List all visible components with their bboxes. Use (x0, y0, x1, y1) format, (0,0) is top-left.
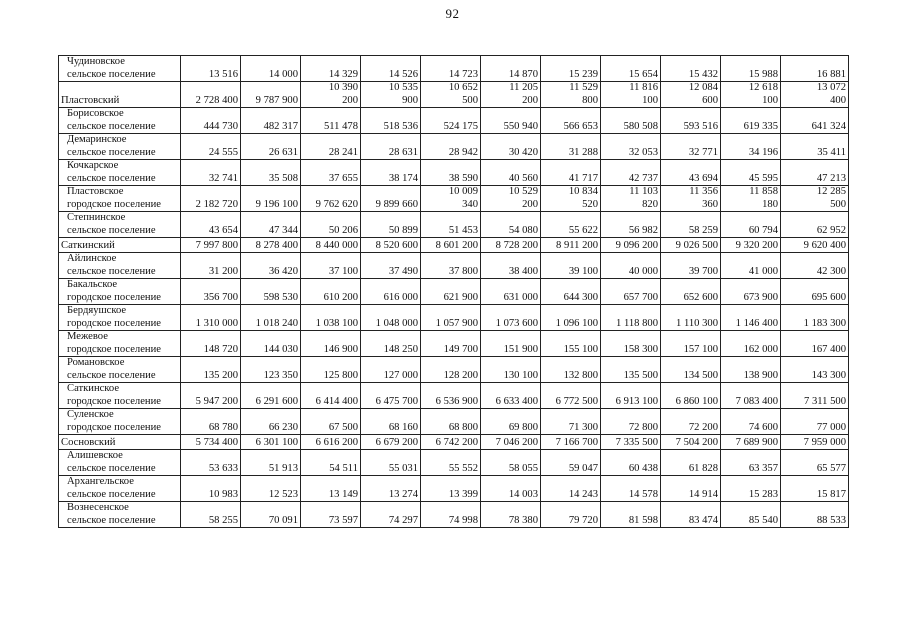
value-cell: 14 870 (481, 56, 541, 82)
value-cell: 9 026 500 (661, 238, 721, 253)
value-cell: 34 196 (721, 134, 781, 160)
value-cell: 58 055 (481, 450, 541, 476)
value-cell: 5 947 200 (181, 383, 241, 409)
value-cell: 31 288 (541, 134, 601, 160)
value-cell: 13 149 (301, 476, 361, 502)
row-name-cell (59, 383, 181, 409)
value-cell: 7 046 200 (481, 435, 541, 450)
value-cell: 42 737 (601, 160, 661, 186)
value-cell: 1 183 300 (781, 305, 849, 331)
value-cell: 37 490 (361, 253, 421, 279)
value-cell: 6 679 200 (361, 435, 421, 450)
value-cell: 60 438 (601, 450, 661, 476)
value-cell: 60 794 (721, 212, 781, 238)
value-cell: 59 047 (541, 450, 601, 476)
row-name: Межевое городское поселение (67, 331, 161, 355)
table-body (59, 56, 849, 528)
value-cell: 74 297 (361, 502, 421, 528)
value-cell: 135 200 (181, 357, 241, 383)
value-cell: 1 310 000 (181, 305, 241, 331)
value-cell: 15 239 (541, 56, 601, 82)
value-cell: 56 982 (601, 212, 661, 238)
value-cell: 482 317 (241, 108, 301, 134)
value-cell: 127 000 (361, 357, 421, 383)
row-name-cell (59, 238, 181, 253)
value-cell: 15 654 (601, 56, 661, 82)
value-cell: 47 213 (781, 160, 849, 186)
value-cell: 13 274 (361, 476, 421, 502)
value-cell: 8 728 200 (481, 238, 541, 253)
value-cell: 69 800 (481, 409, 541, 435)
table-row (59, 476, 849, 502)
value-cell: 55 622 (541, 212, 601, 238)
value-cell: 11 529 800 (541, 82, 601, 108)
value-cell: 144 030 (241, 331, 301, 357)
row-name: Суленское городское поселение (67, 409, 161, 433)
value-cell: 695 600 (781, 279, 849, 305)
value-cell: 31 200 (181, 253, 241, 279)
value-cell: 1 110 300 (661, 305, 721, 331)
value-cell: 8 601 200 (421, 238, 481, 253)
value-cell: 6 475 700 (361, 383, 421, 409)
value-cell: 7 083 400 (721, 383, 781, 409)
value-cell: 673 900 (721, 279, 781, 305)
value-cell: 9 787 900 (241, 82, 301, 108)
value-cell: 1 018 240 (241, 305, 301, 331)
value-cell: 41 000 (721, 253, 781, 279)
table-row (59, 502, 849, 528)
table-row (59, 56, 849, 82)
value-cell: 518 536 (361, 108, 421, 134)
value-cell: 143 300 (781, 357, 849, 383)
row-name: Демаринское сельское поселение (67, 134, 156, 158)
value-cell: 2 182 720 (181, 186, 241, 212)
table-row (59, 383, 849, 409)
value-cell: 598 530 (241, 279, 301, 305)
value-cell: 88 533 (781, 502, 849, 528)
value-cell: 619 335 (721, 108, 781, 134)
value-cell: 14 000 (241, 56, 301, 82)
value-cell: 14 578 (601, 476, 661, 502)
table-row (59, 450, 849, 476)
value-cell: 8 278 400 (241, 238, 301, 253)
row-name: Бердяушское городское поселение (67, 305, 161, 329)
value-cell: 1 048 000 (361, 305, 421, 331)
value-cell: 1 057 900 (421, 305, 481, 331)
table-row (59, 82, 849, 108)
value-cell: 146 900 (301, 331, 361, 357)
table-row (59, 305, 849, 331)
value-cell: 1 118 800 (601, 305, 661, 331)
value-cell: 65 577 (781, 450, 849, 476)
value-cell: 54 511 (301, 450, 361, 476)
value-cell: 68 160 (361, 409, 421, 435)
row-name-cell (59, 186, 181, 212)
value-cell: 14 329 (301, 56, 361, 82)
value-cell: 43 694 (661, 160, 721, 186)
value-cell: 26 631 (241, 134, 301, 160)
value-cell: 157 100 (661, 331, 721, 357)
value-cell: 9 320 200 (721, 238, 781, 253)
value-cell: 15 432 (661, 56, 721, 82)
table-row (59, 435, 849, 450)
value-cell: 62 952 (781, 212, 849, 238)
value-cell: 32 053 (601, 134, 661, 160)
value-cell: 14 243 (541, 476, 601, 502)
table-row (59, 279, 849, 305)
value-cell: 135 500 (601, 357, 661, 383)
value-cell: 125 800 (301, 357, 361, 383)
value-cell: 631 000 (481, 279, 541, 305)
row-name: Айлинское сельское поселение (67, 253, 156, 277)
row-name: Пластовское городское поселение (67, 186, 161, 210)
value-cell: 550 940 (481, 108, 541, 134)
value-cell: 28 631 (361, 134, 421, 160)
row-name-cell (59, 82, 181, 108)
row-name-cell (59, 212, 181, 238)
value-cell: 9 196 100 (241, 186, 301, 212)
value-cell: 37 655 (301, 160, 361, 186)
value-cell: 71 300 (541, 409, 601, 435)
value-cell: 77 000 (781, 409, 849, 435)
value-cell: 74 998 (421, 502, 481, 528)
value-cell: 1 038 100 (301, 305, 361, 331)
value-cell: 6 301 100 (241, 435, 301, 450)
row-name-cell (59, 450, 181, 476)
value-cell: 158 300 (601, 331, 661, 357)
value-cell: 134 500 (661, 357, 721, 383)
value-cell: 15 988 (721, 56, 781, 82)
value-cell: 28 241 (301, 134, 361, 160)
value-cell: 138 900 (721, 357, 781, 383)
row-name-cell (59, 134, 181, 160)
value-cell: 167 400 (781, 331, 849, 357)
row-name-cell (59, 160, 181, 186)
row-name-cell (59, 409, 181, 435)
value-cell: 38 400 (481, 253, 541, 279)
value-cell: 524 175 (421, 108, 481, 134)
value-cell: 7 335 500 (601, 435, 661, 450)
value-cell: 6 291 600 (241, 383, 301, 409)
value-cell: 2 728 400 (181, 82, 241, 108)
value-cell: 32 741 (181, 160, 241, 186)
value-cell: 10 529 200 (481, 186, 541, 212)
page-number: 92 (445, 6, 460, 21)
value-cell: 7 166 700 (541, 435, 601, 450)
value-cell: 14 003 (481, 476, 541, 502)
value-cell: 10 390 200 (301, 82, 361, 108)
table-row (59, 409, 849, 435)
value-cell: 24 555 (181, 134, 241, 160)
value-cell: 162 000 (721, 331, 781, 357)
value-cell: 67 500 (301, 409, 361, 435)
value-cell: 58 259 (661, 212, 721, 238)
value-cell: 580 508 (601, 108, 661, 134)
table-row (59, 108, 849, 134)
value-cell: 12 084 600 (661, 82, 721, 108)
value-cell: 10 652 500 (421, 82, 481, 108)
value-cell: 6 913 100 (601, 383, 661, 409)
value-cell: 35 411 (781, 134, 849, 160)
value-cell: 444 730 (181, 108, 241, 134)
value-cell: 7 689 900 (721, 435, 781, 450)
row-name: Пластовский (61, 94, 120, 106)
value-cell: 652 600 (661, 279, 721, 305)
value-cell: 66 230 (241, 409, 301, 435)
value-cell: 39 700 (661, 253, 721, 279)
value-cell: 79 720 (541, 502, 601, 528)
value-cell: 38 174 (361, 160, 421, 186)
value-cell: 40 560 (481, 160, 541, 186)
row-name-cell (59, 476, 181, 502)
value-cell: 6 772 500 (541, 383, 601, 409)
value-cell: 50 899 (361, 212, 421, 238)
value-cell: 641 324 (781, 108, 849, 134)
row-name-cell (59, 108, 181, 134)
value-cell: 11 205 200 (481, 82, 541, 108)
value-cell: 8 520 600 (361, 238, 421, 253)
value-cell: 130 100 (481, 357, 541, 383)
table-row (59, 134, 849, 160)
value-cell: 151 900 (481, 331, 541, 357)
value-cell: 123 350 (241, 357, 301, 383)
value-cell: 55 031 (361, 450, 421, 476)
value-cell: 51 913 (241, 450, 301, 476)
value-cell: 14 723 (421, 56, 481, 82)
value-cell: 6 536 900 (421, 383, 481, 409)
value-cell: 35 508 (241, 160, 301, 186)
value-cell: 70 091 (241, 502, 301, 528)
value-cell: 13 072 400 (781, 82, 849, 108)
value-cell: 14 914 (661, 476, 721, 502)
table-row (59, 160, 849, 186)
value-cell: 6 742 200 (421, 435, 481, 450)
value-cell: 43 654 (181, 212, 241, 238)
value-cell: 6 414 400 (301, 383, 361, 409)
row-name-cell (59, 502, 181, 528)
row-name: Бакальское городское поселение (67, 279, 161, 303)
row-name: Алишевское сельское поселение (67, 450, 156, 474)
value-cell: 15 817 (781, 476, 849, 502)
table-row (59, 186, 849, 212)
value-cell: 621 900 (421, 279, 481, 305)
value-cell: 55 552 (421, 450, 481, 476)
value-cell: 12 618 100 (721, 82, 781, 108)
value-cell: 10 535 900 (361, 82, 421, 108)
value-cell: 37 100 (301, 253, 361, 279)
value-cell: 58 255 (181, 502, 241, 528)
table-row (59, 253, 849, 279)
value-cell: 72 800 (601, 409, 661, 435)
table-row (59, 212, 849, 238)
value-cell: 11 103 820 (601, 186, 661, 212)
value-cell: 54 080 (481, 212, 541, 238)
value-cell: 11 356 360 (661, 186, 721, 212)
value-cell: 8 440 000 (301, 238, 361, 253)
value-cell: 15 283 (721, 476, 781, 502)
row-name-cell (59, 331, 181, 357)
value-cell: 7 959 000 (781, 435, 849, 450)
value-cell: 8 911 200 (541, 238, 601, 253)
row-name: Чудиновское сельское поселение (67, 56, 156, 80)
value-cell: 610 200 (301, 279, 361, 305)
row-name: Вознесенское сельское поселение (67, 502, 156, 526)
table-row (59, 357, 849, 383)
value-cell: 40 000 (601, 253, 661, 279)
row-name-cell (59, 279, 181, 305)
value-cell: 657 700 (601, 279, 661, 305)
value-cell: 41 717 (541, 160, 601, 186)
value-cell: 155 100 (541, 331, 601, 357)
value-cell: 1 073 600 (481, 305, 541, 331)
value-cell: 28 942 (421, 134, 481, 160)
row-name: Сосновский (61, 436, 116, 448)
table-row (59, 238, 849, 253)
value-cell: 51 453 (421, 212, 481, 238)
value-cell: 9 762 620 (301, 186, 361, 212)
row-name-cell (59, 56, 181, 82)
value-cell: 12 523 (241, 476, 301, 502)
value-cell: 11 816 100 (601, 82, 661, 108)
value-cell: 5 734 400 (181, 435, 241, 450)
row-name: Саткинское городское поселение (67, 383, 161, 407)
value-cell: 32 771 (661, 134, 721, 160)
value-cell: 16 881 (781, 56, 849, 82)
value-cell: 9 899 660 (361, 186, 421, 212)
value-cell: 47 344 (241, 212, 301, 238)
value-cell: 74 600 (721, 409, 781, 435)
value-cell: 1 146 400 (721, 305, 781, 331)
value-cell: 6 633 400 (481, 383, 541, 409)
data-table (58, 55, 849, 528)
value-cell: 68 780 (181, 409, 241, 435)
value-cell: 10 009 340 (421, 186, 481, 212)
row-name: Кочкарское сельское поселение (67, 160, 156, 184)
value-cell: 9 096 200 (601, 238, 661, 253)
value-cell: 7 311 500 (781, 383, 849, 409)
row-name: Борисовское сельское поселение (67, 108, 156, 132)
value-cell: 37 800 (421, 253, 481, 279)
value-cell: 593 516 (661, 108, 721, 134)
value-cell: 14 526 (361, 56, 421, 82)
value-cell: 511 478 (301, 108, 361, 134)
value-cell: 53 633 (181, 450, 241, 476)
value-cell: 644 300 (541, 279, 601, 305)
value-cell: 78 380 (481, 502, 541, 528)
value-cell: 11 858 180 (721, 186, 781, 212)
value-cell: 36 420 (241, 253, 301, 279)
row-name-cell (59, 253, 181, 279)
row-name: Саткинский (61, 239, 115, 251)
value-cell: 30 420 (481, 134, 541, 160)
row-name: Архангельское сельское поселение (67, 476, 156, 500)
table-row (59, 331, 849, 357)
row-name: Романовское сельское поселение (67, 357, 156, 381)
value-cell: 50 206 (301, 212, 361, 238)
value-cell: 7 997 800 (181, 238, 241, 253)
value-cell: 81 598 (601, 502, 661, 528)
value-cell: 1 096 100 (541, 305, 601, 331)
value-cell: 10 834 520 (541, 186, 601, 212)
value-cell: 42 300 (781, 253, 849, 279)
value-cell: 12 285 500 (781, 186, 849, 212)
value-cell: 83 474 (661, 502, 721, 528)
value-cell: 149 700 (421, 331, 481, 357)
value-cell: 68 800 (421, 409, 481, 435)
value-cell: 6 860 100 (661, 383, 721, 409)
value-cell: 45 595 (721, 160, 781, 186)
row-name-cell (59, 435, 181, 450)
value-cell: 9 620 400 (781, 238, 849, 253)
value-cell: 128 200 (421, 357, 481, 383)
value-cell: 7 504 200 (661, 435, 721, 450)
value-cell: 73 597 (301, 502, 361, 528)
row-name-cell (59, 305, 181, 331)
value-cell: 616 000 (361, 279, 421, 305)
value-cell: 61 828 (661, 450, 721, 476)
value-cell: 72 200 (661, 409, 721, 435)
value-cell: 85 540 (721, 502, 781, 528)
value-cell: 13 399 (421, 476, 481, 502)
value-cell: 148 250 (361, 331, 421, 357)
value-cell: 13 516 (181, 56, 241, 82)
value-cell: 6 616 200 (301, 435, 361, 450)
value-cell: 38 590 (421, 160, 481, 186)
value-cell: 148 720 (181, 331, 241, 357)
row-name-cell (59, 357, 181, 383)
value-cell: 356 700 (181, 279, 241, 305)
value-cell: 39 100 (541, 253, 601, 279)
value-cell: 63 357 (721, 450, 781, 476)
value-cell: 566 653 (541, 108, 601, 134)
value-cell: 10 983 (181, 476, 241, 502)
value-cell: 132 800 (541, 357, 601, 383)
row-name: Степнинское сельское поселение (67, 212, 156, 236)
